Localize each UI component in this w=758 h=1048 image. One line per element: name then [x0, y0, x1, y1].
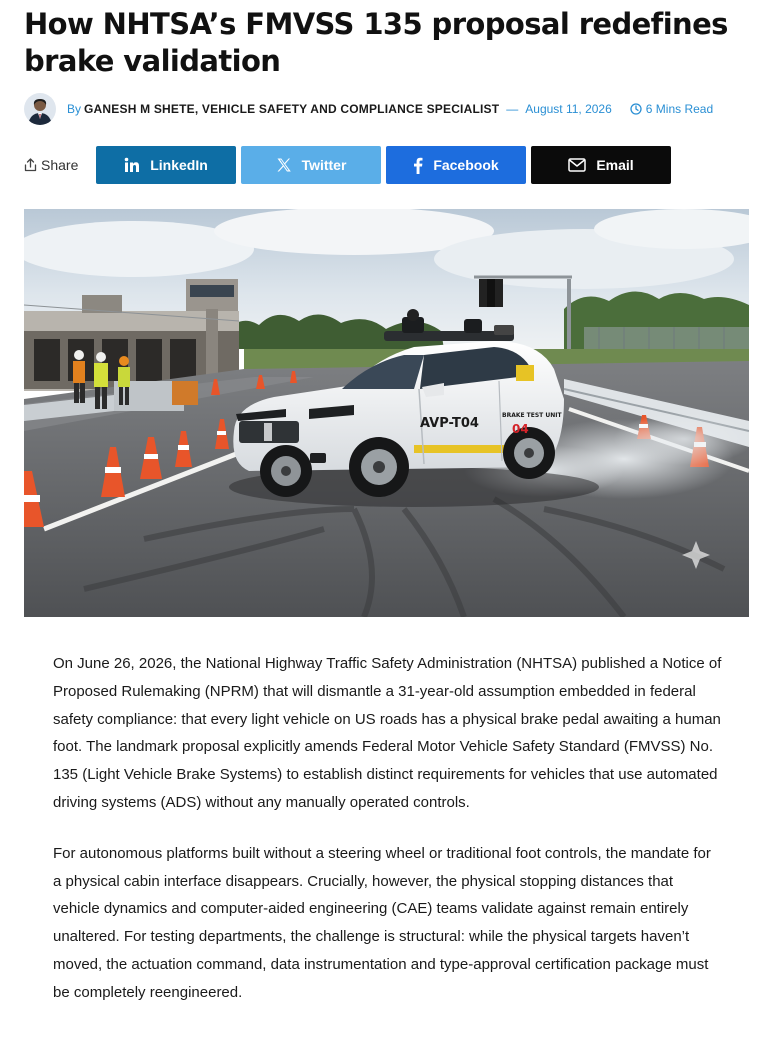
envelope-icon [568, 158, 586, 172]
share-linkedin-label: LinkedIn [150, 157, 208, 173]
author-avatar[interactable] [24, 93, 56, 125]
byline-prefix: By [67, 102, 82, 116]
hero-image [24, 209, 749, 617]
share-linkedin-button[interactable] [96, 146, 236, 184]
byline-separator: — [506, 102, 519, 116]
author-name[interactable]: GANESH M SHETE, VEHICLE SAFETY AND COMPLIANCE SPECIALIST [84, 102, 500, 116]
share-bar [24, 146, 684, 184]
share-icon [24, 158, 37, 172]
share-email-button[interactable] [531, 146, 671, 184]
article-paragraph: On June 26, 2026, the National Highway Traffic Safety Administration (NHTSA) published a Notice of Proposed Rulemaking (NPRM) that will dismantle a 31-year-old assumption embedded in federal safety compliance: that every light vehicle on US roads has a physical brake pedal awaiting a human foot. The landmark proposal explicitly amends Federal Motor Vehicle Safety Standard (FMVSS) No. 135 (Light Vehicle Brake Systems) to establish distinct requirements for vehicles that use automated driving systems (ADS) without any manually operated controls. [53, 655, 722, 811]
share-facebook-button[interactable] [386, 146, 526, 184]
car-plate-text: AVP-T04 [420, 416, 479, 431]
publish-date: August 11, 2026 [525, 102, 612, 116]
share-email-label: Email [596, 157, 634, 173]
article-body [53, 650, 723, 1030]
share-twitter-button[interactable] [241, 146, 381, 184]
read-time [630, 102, 713, 116]
car-number: 04 [512, 422, 529, 436]
share-label [24, 157, 96, 173]
share-label-text: Share [41, 157, 79, 173]
x-icon [276, 157, 292, 173]
clock-icon [630, 103, 642, 115]
article-paragraph: For autonomous platforms built without a steering wheel or traditional foot controls, the mandate for a physical cabin interface disappears. Crucially, however, the physical stopping distances that vehicle dynamics and computer-aided engineering (CAE) teams validate against remain entirely unaltered. For testing departments, the challenge is structural: while the physical targets haven’t moved, the actuation command, data instrumentation and type-approval certification package must be completely reengineered. [53, 844, 711, 1001]
facebook-icon [413, 157, 423, 174]
car-side-text: BRAKE TEST UNIT [502, 412, 562, 419]
byline [24, 92, 749, 126]
linkedin-icon [124, 157, 140, 173]
read-time-label: 6 Mins Read [645, 102, 714, 116]
share-facebook-label: Facebook [433, 157, 499, 173]
article-title: How NHTSA’s FMVSS 135 proposal redefines brake validation [24, 7, 728, 78]
share-twitter-label: Twitter [301, 157, 347, 173]
